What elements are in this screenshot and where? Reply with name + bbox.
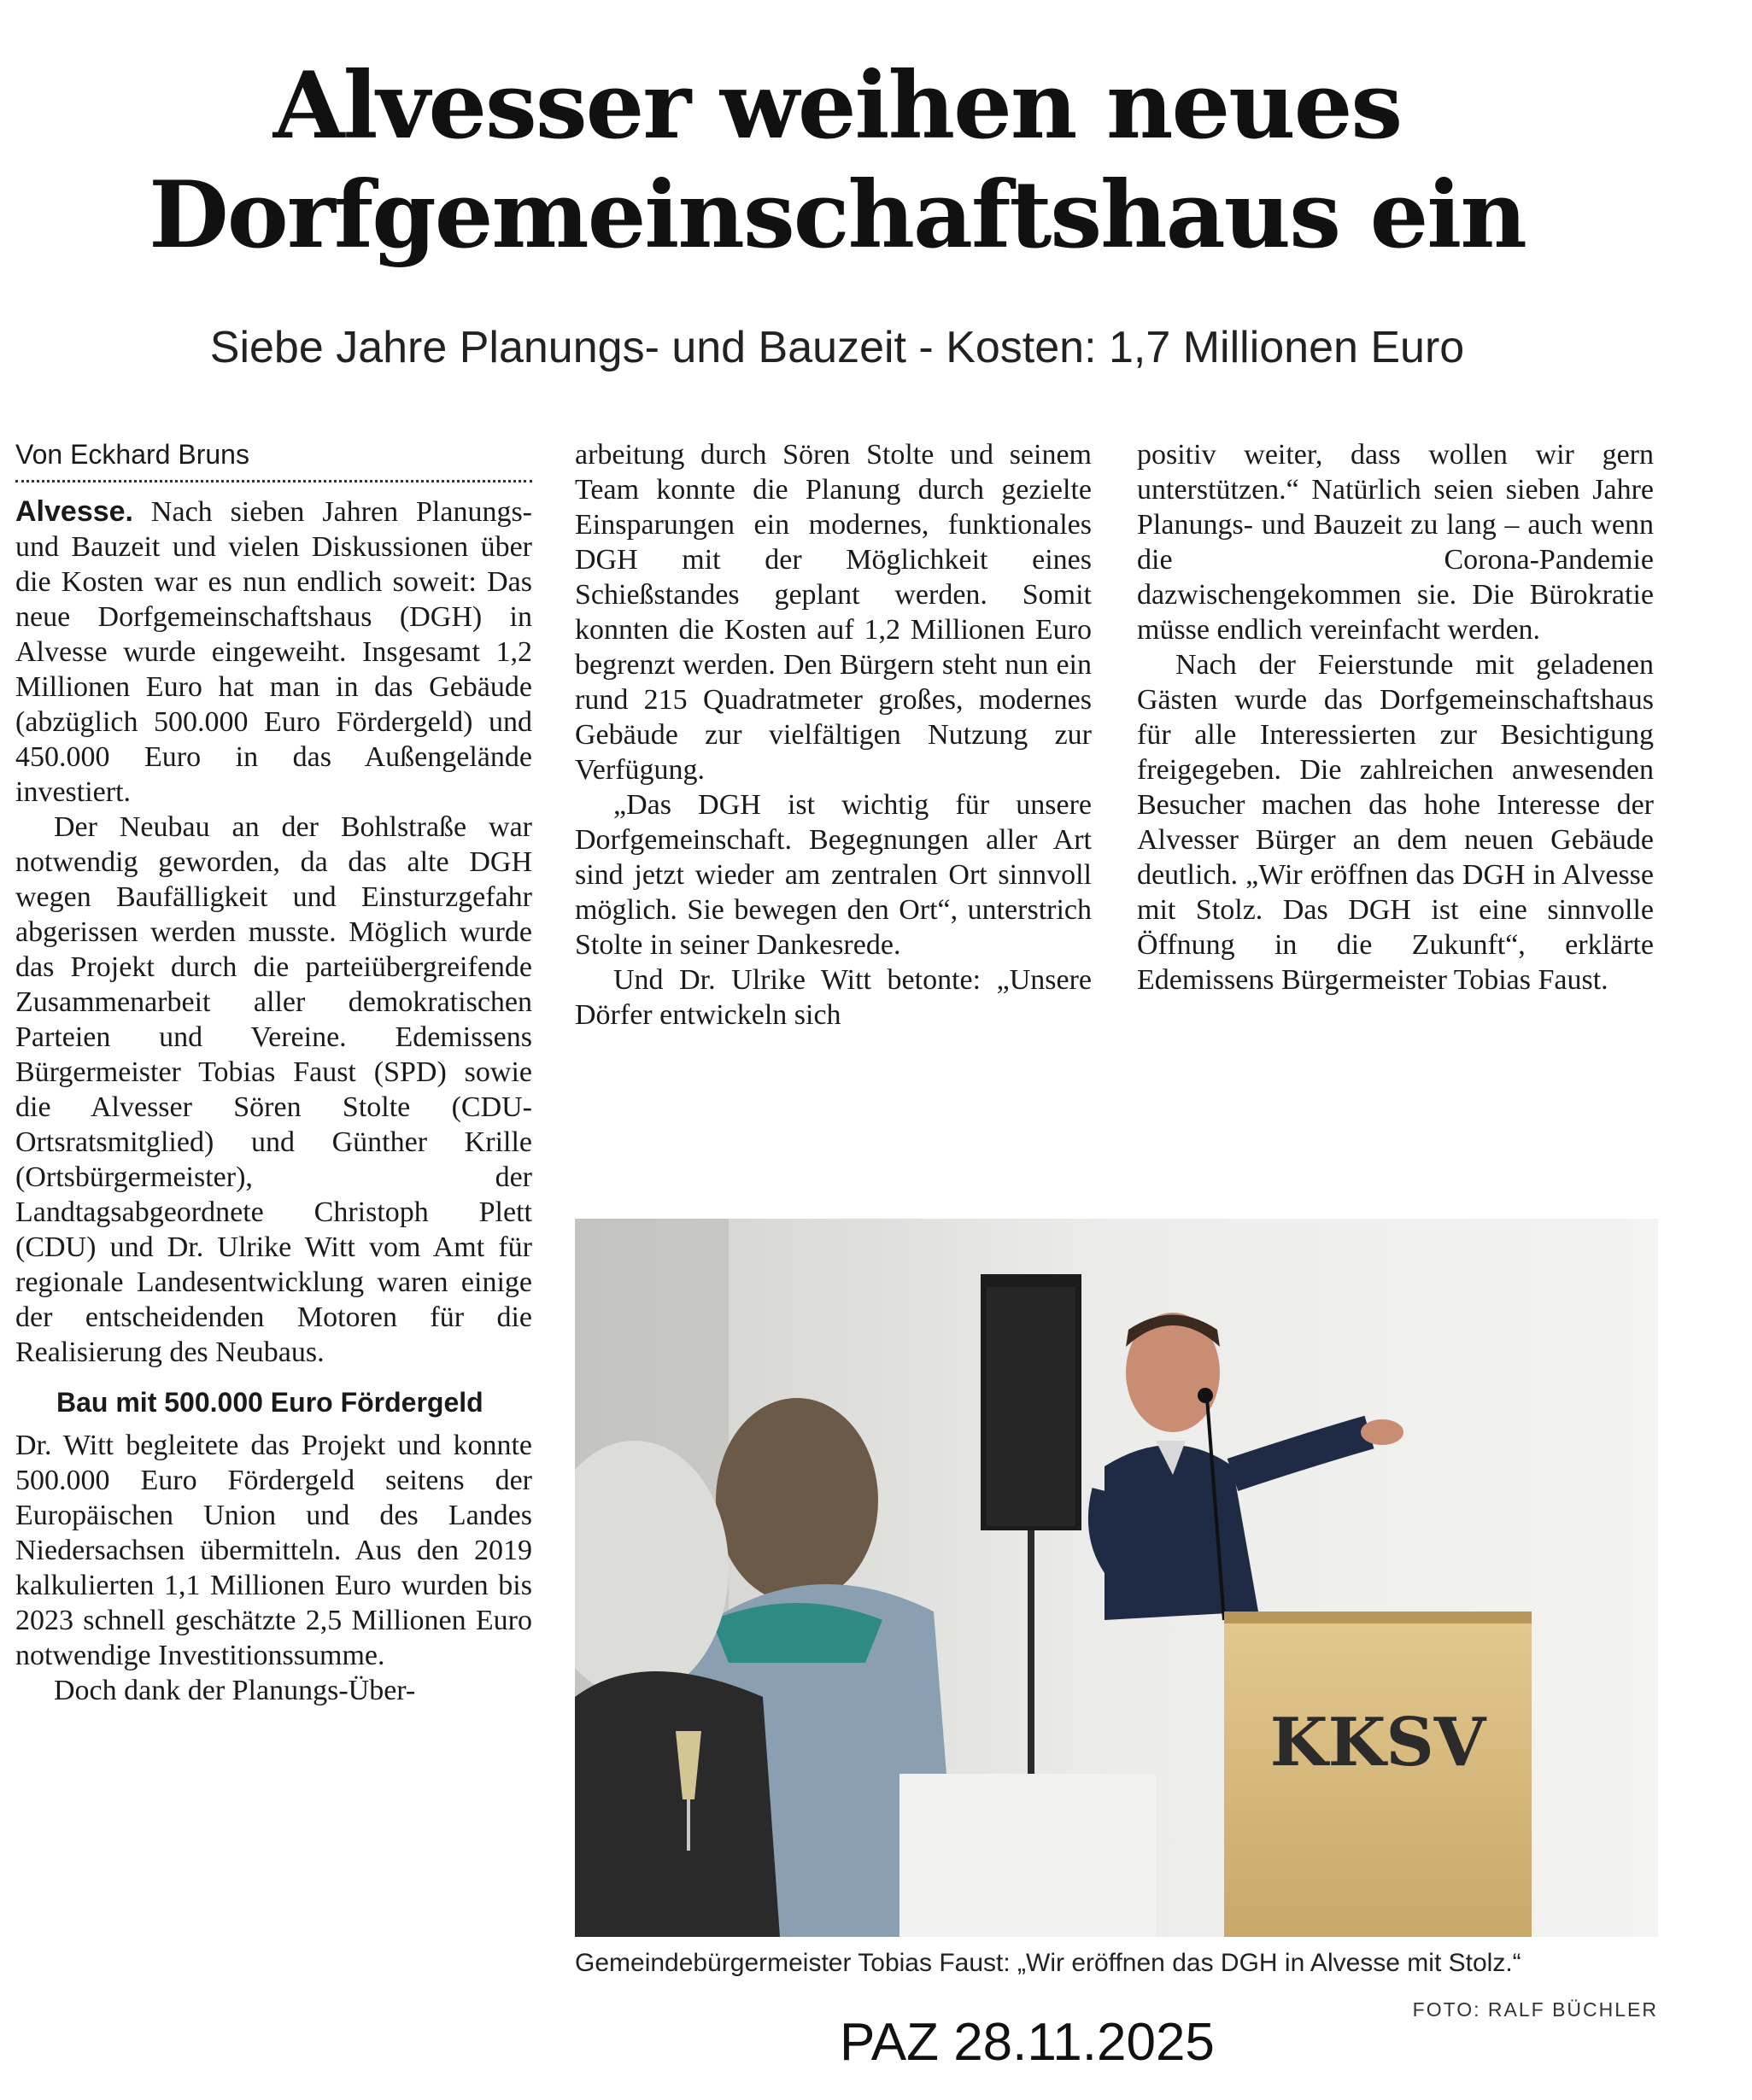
byline: Von Eckhard Bruns [15, 437, 532, 483]
source-date-stamp: PAZ 28.11.2025 [840, 2013, 1215, 2072]
paragraph: „Das DGH ist wichtig für unsere Dorfgemeinschaft. Begegnungen aller Art sind jetzt wieder am zentralen Ort sinnvoll möglich. Sie bewegen den Ort“, unterstrich Stolte in seiner Dankesrede. [575, 789, 1092, 961]
paragraph: Nach der Feierstunde mit geladenen Gästen wurde das Dorfgemeinschaftshaus für alle Interessierten zur Besichtigung freigegeben. Die zahlreichen anwesenden Besucher machen das hohe Interesse der Alvesser Bürger an dem neuen Gebäude deutlich. „Wir eröffnen das DGH in Alvesse mit Stolz. Das DGH ist eine sinnvolle Öffnung in die Zukunft“, erklärte Edemissens Bürgermeister Tobias Faust. [1137, 649, 1654, 996]
article-column-2 [575, 437, 1092, 1032]
paragraph: Und Dr. Ulrike Witt betonte: „Unsere Dörfer entwickeln sich [575, 964, 1092, 1031]
paragraph: arbeitung durch Sören Stolte und seinem Team konnte die Planung durch gezielte Einsparungen ein modernes, funktionales DGH mit der Möglichkeit eines Schießstandes geplant werden. Somit konnten die Kosten auf 1,2 Millionen Euro begrenzt werden. Den Bürgern steht nun ein rund 215 Quadratmeter großes, modernes Gebäude zur vielfältigen Nutzung zur Verfügung. [575, 439, 1092, 786]
photo-illustration [575, 1219, 1658, 1937]
photo-credit: FOTO: RALF BÜCHLER [1412, 1998, 1658, 2021]
article-photo [575, 1219, 1658, 1937]
paragraph-text: Nach sieben Jahren Planungs-und Bauzeit und vielen Diskussionen über die Kosten war es nun endlich soweit: Das neue Dorfgemeinschaftshaus (DGH) in Alvesse wurde eingeweiht. Insgesamt 1,2 Millionen Euro hat man in das Gebäude (abzüglich 500.000 Euro Fördergeld) und 450.000 Euro in das Außengelände investiert. [15, 496, 532, 808]
paragraph: Doch dank der Planungs-Über- [54, 1675, 416, 1706]
paragraph: Dr. Witt begleitete das Projekt und konnte 500.000 Euro Fördergeld seitens der Europäischen Union und des Landes Niedersachsen übermitteln. Aus den 2019 kalkulierten 1,1 Millionen Euro wurden bis 2023 schnell geschätzte 2,5 Millionen Euro notwendige Investitionssumme. [15, 1430, 532, 1671]
photo-caption: Gemeindebürgermeister Tobias Faust: „Wir eröffnen das DGH in Alvesse mit Stolz.“ [575, 1949, 1521, 1977]
paragraph: Der Neubau an der Bohlstraße war notwendig geworden, da das alte DGH wegen Baufälligkeit und Einsturzgefahr abgerissen werden musste. Möglich wurde das Projekt durch die parteiübergreifende Zusammenarbeit aller demokratischen Parteien und Vereine. Edemissens Bürgermeister Tobias Faust (SPD) sowie die Alvesser Sören Stolte (CDU-Ortsratsmitglied) und Günther Krille (Ortsbürgermeister), der Landtagsabgeordnete Christoph Plett (CDU) und Dr. Ulrike Witt vom Amt für regionale Landesentwicklung waren einige der entscheidenden Motoren für die Realisierung des Neubaus. [15, 811, 532, 1368]
headline-line-1: Alvesser weihen neues [272, 52, 1402, 160]
paragraph [15, 494, 532, 810]
podium [1224, 1612, 1532, 1937]
subheadline: Siebe Jahre Planungs- und Bauzeit - Kosten: 1,7 Millionen Euro [209, 323, 1465, 372]
headline [0, 51, 1674, 270]
article-column-3 [1137, 437, 1654, 997]
paragraph: positiv weiter, dass wollen wir gern unterstützen.“ Natürlich seien sieben Jahre Planungs- und Bauzeit zu lang – auch wenn die Corona-Pandemie dazwischengekommen sie. Die Bürokratie müsse endlich vereinfacht werden. [1137, 439, 1654, 646]
headline-line-2: Dorfgemeinschaftshaus ein [149, 161, 1526, 269]
article-column-1 [15, 437, 532, 1708]
dateline: Alvesse. [15, 495, 133, 528]
section-subheading: Bau mit 500.000 Euro Fördergeld [56, 1387, 483, 1418]
podium-lettering: KKSV [1269, 1704, 1486, 1781]
